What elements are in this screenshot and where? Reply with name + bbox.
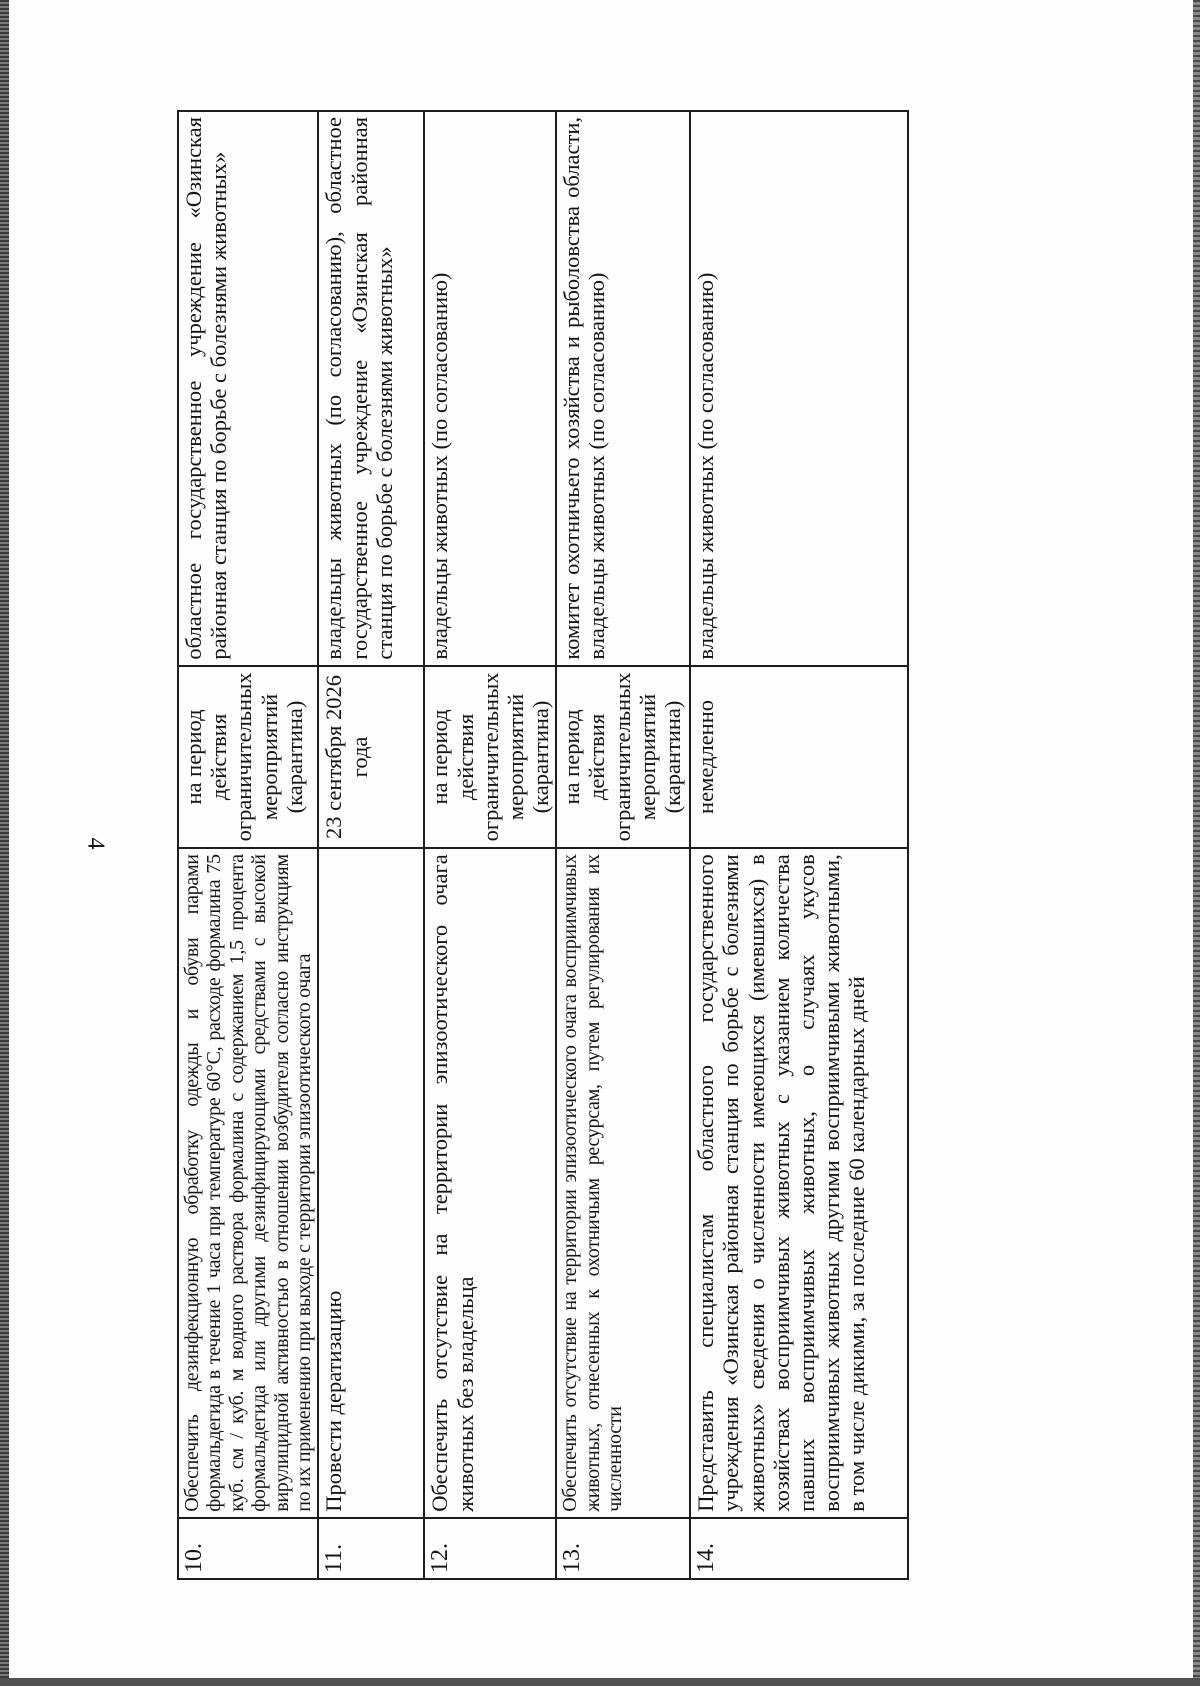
row-term: на период действия ограничительных мероприятий (карантина) bbox=[424, 666, 556, 849]
row-responsible: областное государственное учреждение «Озинская районная станция по борьбе с болезнями животных» bbox=[178, 111, 318, 666]
document-page bbox=[9, 0, 1193, 1678]
row-number: 11. bbox=[318, 1518, 424, 1579]
row-responsible: владельцы животных (по согласованию) bbox=[424, 111, 556, 666]
table-row bbox=[690, 111, 908, 1579]
row-term: на период действия ограничительных мероприятий (карантина) bbox=[556, 666, 690, 849]
row-number: 12. bbox=[424, 1518, 556, 1579]
row-action: Провести дератизацию bbox=[318, 848, 424, 1517]
row-number: 10. bbox=[178, 1518, 318, 1579]
row-term: 23 сентября 2026 года bbox=[318, 666, 424, 849]
table-row bbox=[556, 111, 690, 1579]
row-responsible: владельцы животных (по согласованию) bbox=[690, 111, 908, 666]
table-row bbox=[178, 111, 318, 1579]
row-term: на период действия ограничительных мероприятий (карантина) bbox=[178, 666, 318, 849]
measures-table bbox=[177, 110, 909, 1580]
row-number: 13. bbox=[556, 1518, 690, 1579]
row-number: 14. bbox=[690, 1518, 908, 1579]
scan-edge-left bbox=[0, 0, 9, 1686]
row-term: немедленно bbox=[690, 666, 908, 849]
row-responsible: комитет охотничьего хозяйства и рыболовства области, владельцы животных (по согласованию) bbox=[556, 111, 690, 666]
row-responsible: владельцы животных (по согласованию), областное государственное учреждение «Озинская районная станция по борьбе с болезнями животных» bbox=[318, 111, 424, 666]
row-action: Обеспечить дезинфекционную обработку одежды и обуви парами формальдегида в течение 1 часа при температуре 60°С, расходе формалина 75 куб. см / куб. м водного раствора формалина с содержанием 1,5 процента формальдегида или другими дезинфицирующими средствами с высокой вирулицидной активностью в отношении возбудителя согласно инструкциям по их применению при выходе с территории эпизоотического очага bbox=[178, 848, 318, 1517]
table-row bbox=[318, 111, 424, 1579]
table-row bbox=[424, 111, 556, 1579]
row-action: Обеспечить отсутствие на территории эпизоотического очага животных без владельца bbox=[424, 848, 556, 1517]
scan-edge-bottom bbox=[0, 1678, 1200, 1686]
page-number: 4 bbox=[82, 837, 109, 850]
row-action: Представить специалистам областного государственного учреждения «Озинская районная станция по борьбе с болезнями животных» сведения о численности имеющихся (имевшихся) в хозяйствах восприимчивых животных с указанием количества павших восприимчивых животных, о случаях укусов восприимчивых животных другими восприимчивыми животными, в том числе дикими, за последние 60 календарных дней bbox=[690, 848, 908, 1517]
row-action: Обеспечить отсутствие на территории эпизоотического очага восприимчивых животных, отнесенных к охотничьим ресурсам, путем регулирования их численности bbox=[556, 848, 690, 1517]
scan-edge-right bbox=[1193, 0, 1200, 1686]
